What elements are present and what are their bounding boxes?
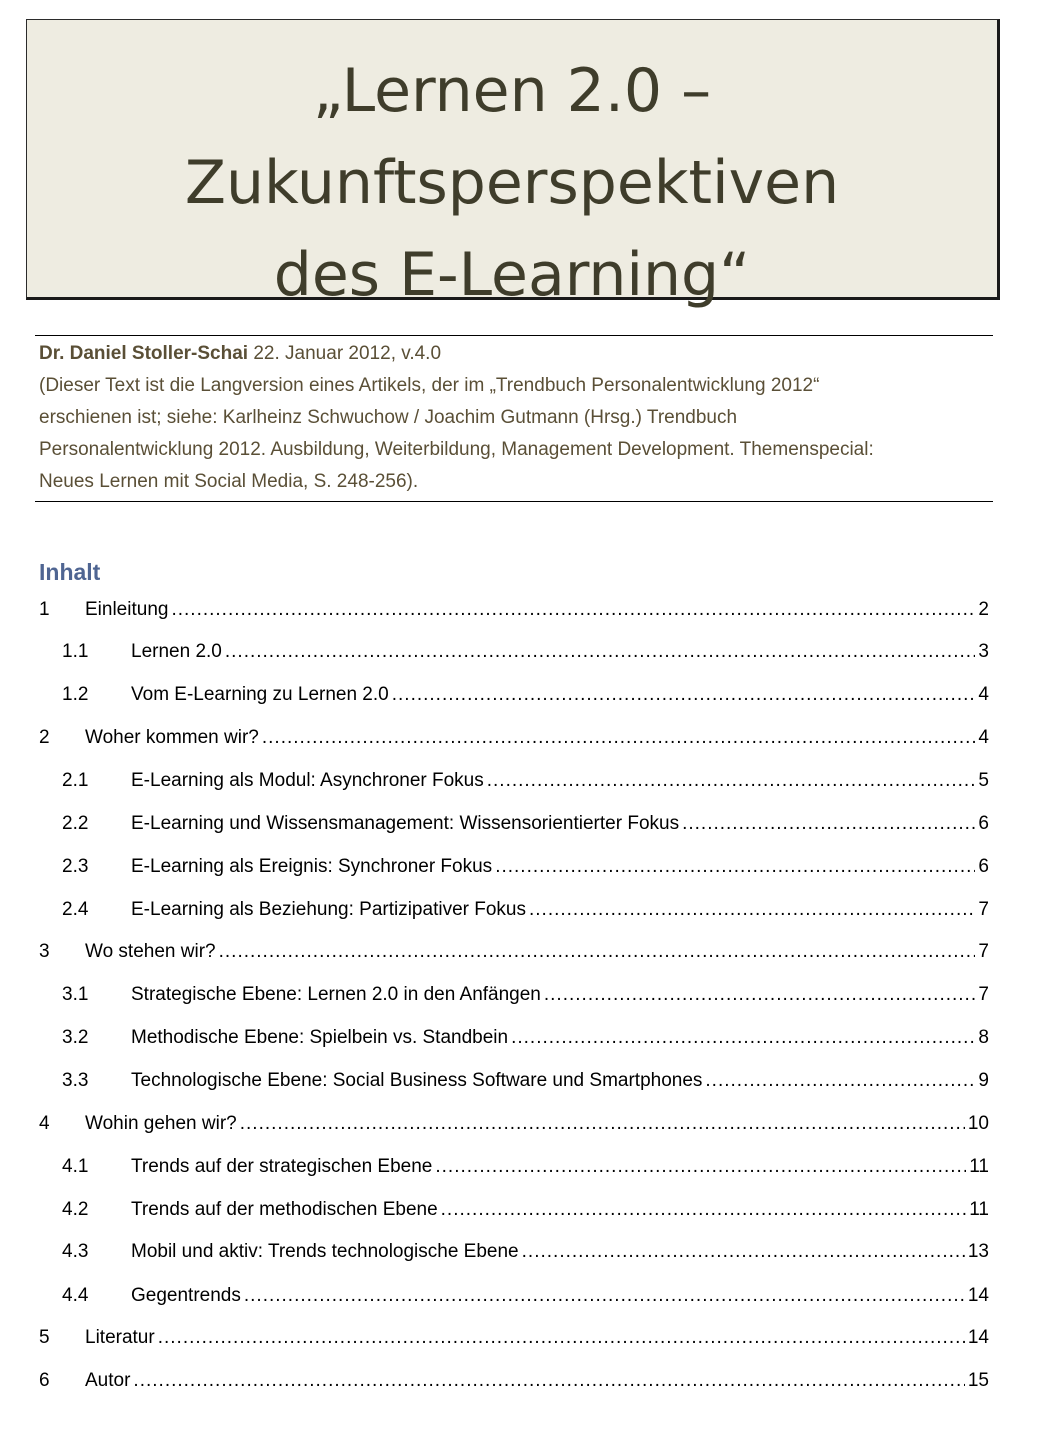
toc-entry[interactable] — [39, 809, 989, 839]
toc-entry-page: 7 — [978, 899, 989, 920]
toc-dot-leader — [529, 895, 975, 925]
toc-entry-title: E-Learning als Ereignis: Synchroner Fokus — [131, 856, 493, 877]
toc-entry-number: 3 — [39, 941, 50, 962]
meta-note-line: Neues Lernen mit Social Media, S. 248-256). — [39, 471, 419, 492]
toc-entry-line — [131, 680, 989, 710]
toc-dot-leader — [262, 723, 976, 753]
toc-entry[interactable] — [39, 1109, 989, 1139]
toc-dot-leader — [435, 1152, 966, 1182]
toc-dot-leader — [705, 1066, 975, 1096]
toc-entry-title: Literatur — [85, 1327, 155, 1348]
toc-entry[interactable] — [39, 1066, 989, 1096]
meta-author-line — [39, 338, 441, 370]
toc-entry[interactable] — [39, 1023, 989, 1053]
toc-entry[interactable] — [39, 723, 989, 753]
toc-entry-number: 5 — [39, 1327, 50, 1348]
toc-entry[interactable] — [39, 980, 989, 1010]
toc-entry[interactable] — [39, 680, 989, 710]
toc-entry-title: E-Learning als Beziehung: Partizipativer Fokus — [131, 899, 526, 920]
toc-entry-line — [131, 809, 989, 839]
toc-entry-page: 14 — [967, 1327, 989, 1348]
toc-entry-line — [85, 723, 989, 753]
document-title-line-1: „Lernen 2.0 – — [312, 56, 712, 126]
toc-entry[interactable] — [39, 937, 989, 967]
toc-entry-number: 3.1 — [62, 984, 89, 1005]
toc-entry-line — [131, 852, 989, 882]
toc-entry-number: 2.4 — [62, 899, 89, 920]
toc-entry-number: 2 — [39, 727, 50, 748]
meta-top-rule — [35, 335, 993, 336]
document-title-line-3: des E-Learning“ — [273, 240, 751, 310]
toc-dot-leader — [441, 1195, 967, 1225]
toc-entry-page: 8 — [978, 1027, 989, 1048]
toc-entry-page: 2 — [978, 599, 989, 620]
toc-dot-leader — [240, 1109, 965, 1139]
toc-entry-title: Woher kommen wir? — [85, 727, 259, 748]
toc-entry-line — [131, 1237, 989, 1267]
toc-entry-title: Trends auf der methodischen Ebene — [131, 1199, 438, 1220]
toc-entry-title: Methodische Ebene: Spielbein vs. Standbein — [131, 1027, 509, 1048]
toc-dot-leader — [133, 1366, 964, 1396]
toc-entry-page: 13 — [967, 1241, 989, 1262]
toc-entry-page: 10 — [967, 1113, 989, 1134]
toc-entry-title: Gegentrends — [131, 1285, 241, 1306]
toc-entry-title: Technologische Ebene: Social Business Software und Smartphones — [131, 1070, 703, 1091]
toc-entry-page: 11 — [969, 1156, 989, 1177]
toc-entry[interactable] — [39, 1323, 989, 1353]
toc-entry-title: E-Learning und Wissensmanagement: Wissensorientierter Fokus — [131, 813, 680, 834]
toc-entry-line — [85, 1323, 989, 1353]
toc-entry-page: 14 — [967, 1285, 989, 1306]
toc-entry-number: 4.3 — [62, 1241, 89, 1262]
toc-entry[interactable] — [39, 1152, 989, 1182]
toc-entry-title: Einleitung — [85, 599, 169, 620]
toc-dot-leader — [244, 1281, 965, 1311]
toc-entry-page: 5 — [978, 770, 989, 791]
author-name: Dr. Daniel Stoller-Schai — [39, 343, 249, 364]
toc-dot-leader — [219, 937, 976, 967]
toc-entry-number: 4.4 — [62, 1285, 89, 1306]
toc-entry-title: Autor — [85, 1370, 131, 1391]
toc-entry-number: 6 — [39, 1370, 50, 1391]
toc-entry-number: 4 — [39, 1113, 50, 1134]
toc-entry-page: 4 — [978, 684, 989, 705]
toc-entry-number: 2.2 — [62, 813, 89, 834]
toc-dot-leader — [522, 1237, 965, 1267]
toc-entry-page: 7 — [978, 984, 989, 1005]
toc-entry[interactable] — [39, 852, 989, 882]
toc-entry-number: 3.2 — [62, 1027, 89, 1048]
toc-entry-number: 2.1 — [62, 770, 89, 791]
toc-entry-title: Wohin gehen wir? — [85, 1113, 237, 1134]
toc-entry-title: Vom E-Learning zu Lernen 2.0 — [131, 684, 389, 705]
toc-dot-leader — [544, 980, 976, 1010]
toc-entry-line — [131, 895, 989, 925]
toc-entry-title: Trends auf der strategischen Ebene — [131, 1156, 433, 1177]
toc-entry-line — [85, 1109, 989, 1139]
toc-dot-leader — [682, 809, 975, 839]
toc-entry-title: Strategische Ebene: Lernen 2.0 in den Anfängen — [131, 984, 541, 1005]
toc-entry[interactable] — [39, 1237, 989, 1267]
toc-entry-page: 11 — [969, 1199, 989, 1220]
toc-entry-line — [131, 766, 989, 796]
toc-entry[interactable] — [39, 766, 989, 796]
toc-entry-line — [85, 937, 989, 967]
toc-heading: Inhalt — [39, 559, 101, 585]
toc-entry[interactable] — [39, 637, 989, 667]
toc-entry-number: 4.1 — [62, 1156, 89, 1177]
date-version: 22. Januar 2012, v.4.0 — [248, 343, 442, 364]
toc-entry-title: Mobil und aktiv: Trends technologische Ebene — [131, 1241, 519, 1262]
toc-entry[interactable] — [39, 895, 989, 925]
toc-entry[interactable] — [39, 1281, 989, 1311]
toc-dot-leader — [511, 1023, 975, 1053]
toc-entry-line — [85, 1366, 989, 1396]
meta-bottom-rule — [35, 501, 993, 502]
meta-note-line: Personalentwicklung 2012. Ausbildung, Weiterbildung, Management Development. Themenspecial: — [39, 439, 874, 460]
toc-entry-number: 2.3 — [62, 856, 89, 877]
toc-entry-title: Wo stehen wir? — [85, 941, 216, 962]
document-title-line-2: Zukunftsperspektiven — [184, 148, 840, 218]
toc-entry-line — [131, 637, 989, 667]
toc-entry-line — [131, 1023, 989, 1053]
toc-entry-page: 6 — [978, 813, 989, 834]
toc-entry[interactable] — [39, 595, 989, 625]
toc-entry-title: Lernen 2.0 — [131, 641, 222, 662]
toc-entry-line — [85, 595, 989, 625]
toc-dot-leader — [171, 595, 975, 625]
document-title-box — [26, 19, 1000, 310]
toc-dot-leader — [225, 637, 976, 667]
toc-entry-page: 9 — [978, 1070, 989, 1091]
toc-entry-number: 1 — [39, 599, 50, 620]
toc-entry-line — [131, 1281, 989, 1311]
toc-dot-leader — [495, 852, 975, 882]
toc-entry-number: 1.2 — [62, 684, 89, 705]
toc-entry-number: 4.2 — [62, 1199, 89, 1220]
toc-entry-line — [131, 980, 989, 1010]
toc-dot-leader — [392, 680, 976, 710]
toc-entry-page: 4 — [978, 727, 989, 748]
toc-entry-line — [131, 1195, 989, 1225]
toc-entry-page: 15 — [967, 1370, 989, 1391]
toc-entry-line — [131, 1066, 989, 1096]
toc-entry-page: 6 — [978, 856, 989, 877]
toc-entry-number: 1.1 — [62, 641, 89, 662]
toc-entry[interactable] — [39, 1366, 989, 1396]
toc-entry-page: 3 — [978, 641, 989, 662]
toc-entry-page: 7 — [978, 941, 989, 962]
toc-entry-title: E-Learning als Modul: Asynchroner Fokus — [131, 770, 484, 791]
toc-dot-leader — [158, 1323, 965, 1353]
toc-entry-number: 3.3 — [62, 1070, 89, 1091]
toc-entry[interactable] — [39, 1195, 989, 1225]
meta-note-line: erschienen ist; siehe: Karlheinz Schwuchow / Joachim Gutmann (Hrsg.) Trendbuch — [39, 407, 738, 428]
meta-note-line: (Dieser Text ist die Langversion eines Artikels, der im „Trendbuch Personalentwicklung 2012“ — [39, 375, 820, 396]
toc-dot-leader — [487, 766, 976, 796]
toc-entry-line — [131, 1152, 989, 1182]
